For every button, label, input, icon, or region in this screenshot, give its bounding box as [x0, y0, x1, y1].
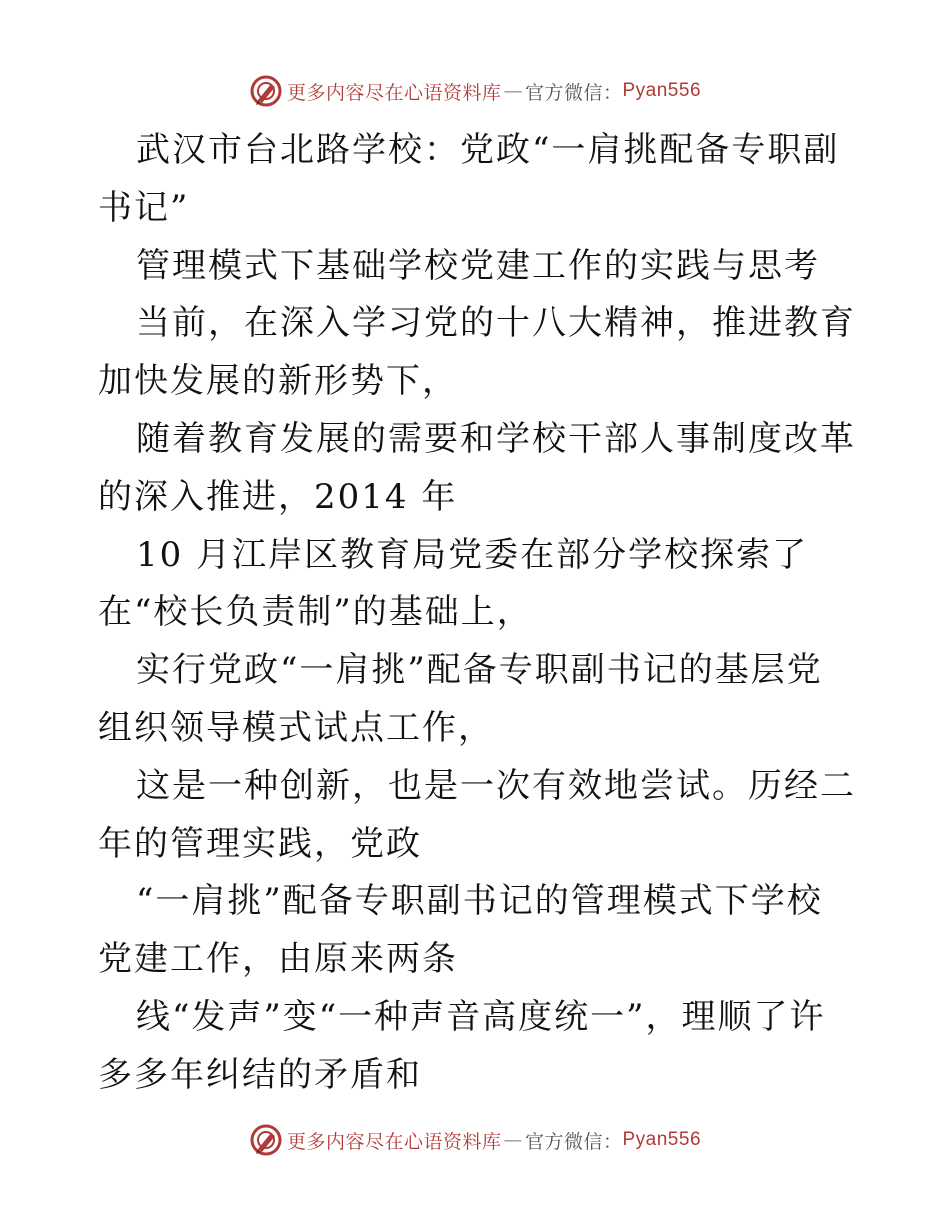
- paragraph: “一肩挑”配备专职副书记的管理模式下学校党建工作，由原来两条: [98, 881, 823, 980]
- document-title-line-2: 管理模式下基础学校党建工作的实践与思考: [136, 245, 820, 286]
- pen-logo-icon: [249, 1123, 283, 1157]
- wechat-label: 官方微信：: [524, 1130, 623, 1153]
- paragraph: 随着教育发展的需要和学校干部人事制度改革的深入推进，2014 年: [98, 418, 856, 517]
- watermark-banner-bottom: [0, 1120, 950, 1160]
- wechat-id: Pyan556: [622, 1129, 702, 1150]
- watermark-text: 更多内容尽在心语资料库: [286, 81, 502, 104]
- paragraph: 在“校长负责制”的基础上，: [98, 592, 533, 633]
- wechat-id: Pyan556: [622, 80, 702, 101]
- paragraph: 当前，在深入学习党的十八大精神，推进教育加快发展的新形势下，: [98, 303, 856, 402]
- paragraph: 10 月江岸区教育局党委在部分学校探索了: [136, 534, 809, 575]
- paragraph: 线“发声”变“一种声音高度统一”，理顺了许多多年纠结的矛盾和: [98, 996, 826, 1095]
- wechat-label: 官方微信：: [524, 81, 623, 104]
- pen-logo-icon: [249, 74, 283, 108]
- watermark-separator: —: [503, 1129, 523, 1151]
- watermark-banner-top: [0, 71, 950, 111]
- paragraph: 这是一种创新，也是一次有效地尝试。历经二年的管理实践，党政: [98, 765, 856, 864]
- paragraph: 实行党政“一肩挑”配备专职副书记的基层党组织领导模式试点工作，: [98, 650, 823, 748]
- document-title-line-1: 武汉市台北路学校：党政“一肩挑配备专职副书记”: [98, 130, 840, 228]
- document-body: [98, 122, 858, 1105]
- watermark-text: 更多内容尽在心语资料库: [286, 1130, 502, 1153]
- watermark-separator: —: [503, 80, 523, 102]
